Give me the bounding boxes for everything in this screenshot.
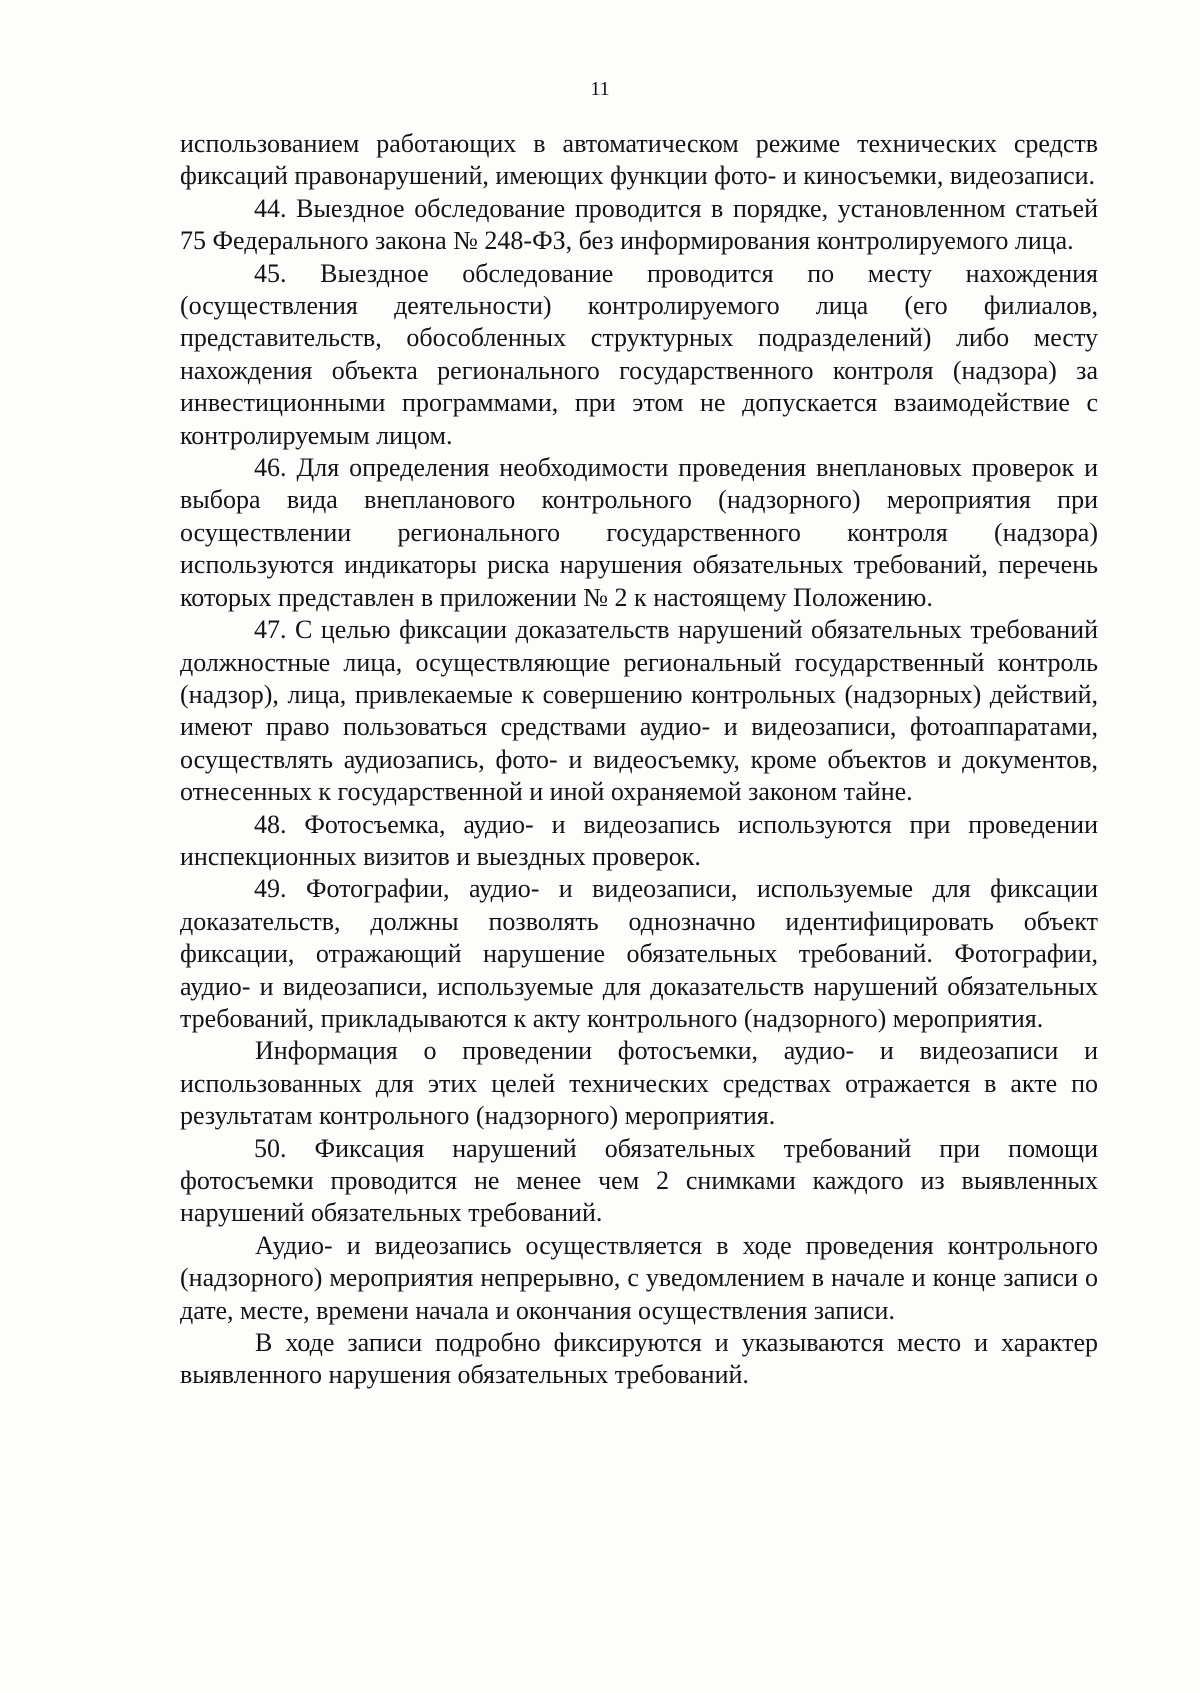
document-body: [180, 128, 1098, 1392]
paragraph-49: 49. Фотографии, аудио- и видеозаписи, используемые для фиксации доказательств, должны позволять однозначно идентифицировать объект фиксации, отражающий нарушение обязательных требований. Фотографии, аудио- и видеозаписи, используемые для доказательств нарушений обязательных требований, прикладываются к акту контрольного (надзорного) мероприятия.: [180, 874, 1098, 1033]
paragraph-50-audio: Аудио- и видеозапись осуществляется в ходе проведения контрольного (надзорного) мероприятия непрерывно, с уведомлением в начале и конце записи о дате, месте, времени начала и окончания осуществления записи.: [180, 1230, 1098, 1325]
paragraph-46: 46. Для определения необходимости проведения внеплановых проверок и выбора вида внепланового контрольного (надзорного) мероприятия при осуществлении регионального государственного контроля (надзора) используются индикаторы риска нарушения обязательных требований, перечень которых представлен в приложении № 2 к настоящему Положению.: [180, 453, 1098, 612]
paragraph-48: 48. Фотосъемка, аудио- и видеозапись используются при проведении инспекционных визитов и выездных проверок.: [180, 809, 1098, 871]
paragraph-44: 44. Выездное обследование проводится в порядке, установленном статьей 75 Федерального закона № 248-ФЗ, без информирования контролируемого лица.: [180, 193, 1098, 256]
page-number: 11: [590, 78, 610, 100]
paragraph-45: 45. Выездное обследование проводится по месту нахождения (осуществления деятельности) контролируемого лица (его филиалов, представительств, обособленных структурных подразделений) либо месту нахождения объекта регионального государственного контроля (надзора) за инвестиционными программами, при этом не допускается взаимодействие с контролируемым лицом.: [180, 258, 1098, 450]
paragraph-50: 50. Фиксация нарушений обязательных требований при помощи фотосъемки проводится не менее чем 2 снимками каждого из выявленных нарушений обязательных требований.: [180, 1133, 1098, 1228]
paragraph-continuation: использованием работающих в автоматическом режиме технических средств фиксаций правонарушений, имеющих функции фото- и киносъемки, видеозаписи.: [180, 129, 1098, 191]
paragraph-49-info: Информация о проведении фотосъемки, аудио- и видеозаписи и использованных для этих целей технических средствах отражается в акте по результатам контрольного (надзорного) мероприятия.: [180, 1036, 1098, 1131]
paragraph-47: 47. С целью фиксации доказательств нарушений обязательных требований должностные лица, осуществляющие региональный государственный контроль (надзор), лица, привлекаемые к совершению контрольных (надзорных) действий, имеют право пользоваться средствами аудио- и видеозаписи, фотоаппаратами, осуществлять аудиозапись, фото- и видеосъемку, кроме объектов и документов, отнесенных к государственной и иной охраняемой законом тайне.: [180, 615, 1098, 807]
paragraph-50-record: В ходе записи подробно фиксируются и указываются место и характер выявленного нарушения обязательных требований.: [180, 1328, 1098, 1390]
